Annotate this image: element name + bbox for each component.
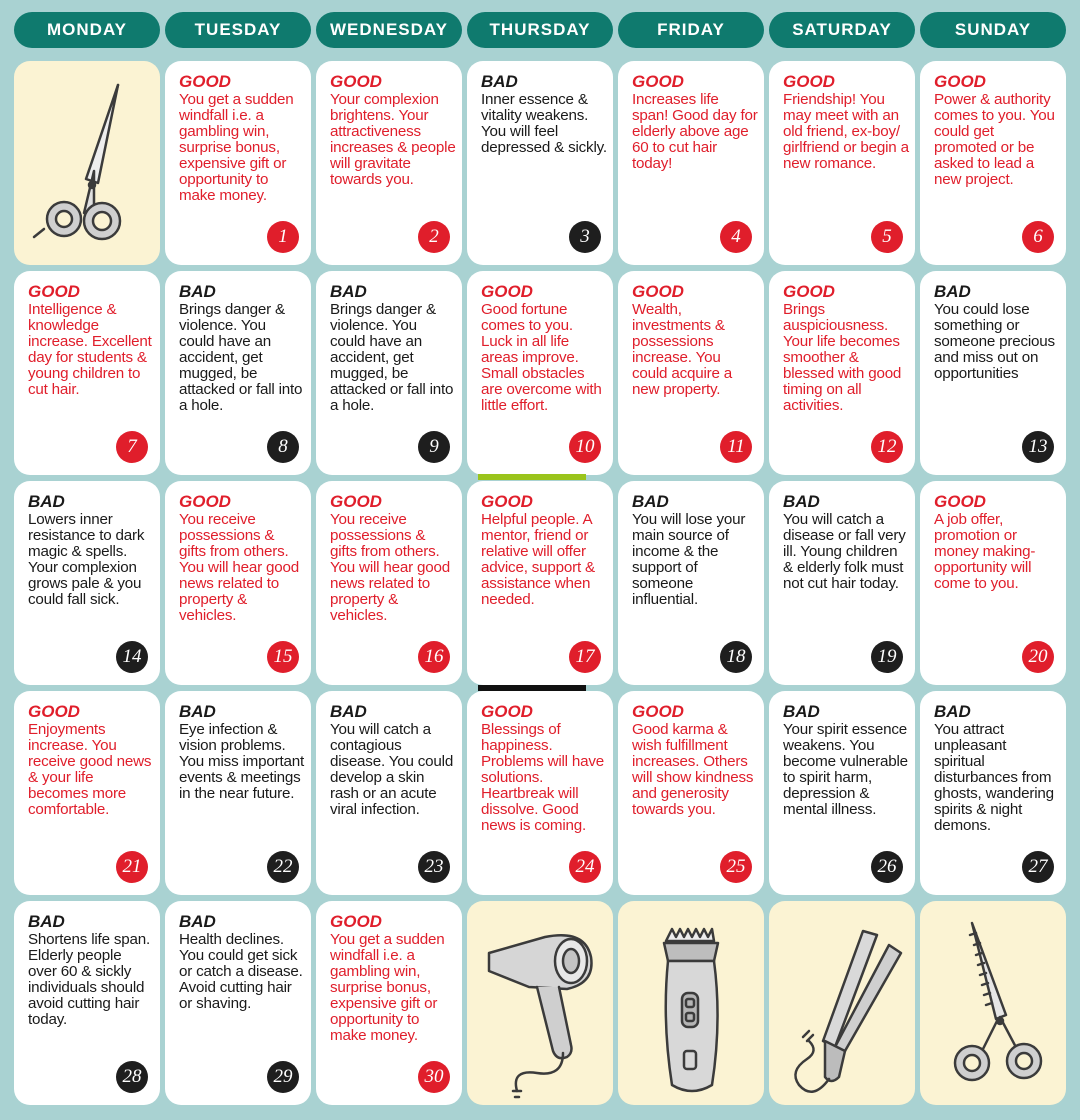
day-number-badge: 2 (418, 221, 450, 253)
day-description: You will lose your main source of income & the support of someone influential. (632, 511, 746, 608)
day-description: Lowers inner resistance to dark magic & spells. Your complexion grows pale & you could fall sick. (28, 511, 145, 608)
day-cell-12 (769, 271, 915, 475)
day-cell-10 (467, 271, 613, 475)
day-description: You attract unpleasant spiritual disturbances from ghosts, wandering spirits & night demons. (934, 721, 1054, 834)
day-cell-4 (618, 61, 764, 265)
day-description: Friendship! You may meet with an old friend, ex-boy/ girlfriend or begin a new romance. (783, 91, 909, 172)
good-label: GOOD (28, 282, 80, 301)
day-description: You could lose something or someone precious and miss out on opportunities (934, 301, 1055, 382)
day-cell-15 (165, 481, 311, 685)
day-cell-13 (920, 271, 1066, 475)
bad-label: BAD (330, 282, 367, 301)
bad-label: BAD (179, 912, 216, 931)
decoration-cell (920, 901, 1066, 1105)
day-header-tuesday: TUESDAY (165, 12, 311, 48)
decoration-cell (769, 901, 915, 1105)
day-number-badge: 23 (418, 851, 450, 883)
day-description: Wealth, investments & possessions increase. You could acquire a new property. (632, 301, 733, 398)
good-label: GOOD (330, 492, 382, 511)
day-number-badge: 22 (267, 851, 299, 883)
good-label: GOOD (783, 282, 835, 301)
bad-label: BAD (481, 72, 518, 91)
day-cell-27 (920, 691, 1066, 895)
day-description: Eye infection & vision problems. You miss important events & meetings in the near future. (179, 721, 304, 802)
day-cell-22 (165, 691, 311, 895)
day-description: Blessings of happiness. Problems will have solutions. Heartbreak will dissolve. Good news is coming. (481, 721, 605, 834)
day-description: Intelligence & knowledge increase. Excellent day for students & young children to cut hair. (28, 301, 152, 398)
day-description: Brings danger & violence. You could have an accident, get mugged, be attacked or fall into a hole. (330, 301, 454, 414)
day-description: A job offer, promotion or money making- opportunity will come to you. (934, 511, 1036, 592)
day-description: Brings auspiciousness. Your life becomes smoother & blessed with good timing on all activities. (783, 301, 902, 414)
good-label: GOOD (934, 72, 986, 91)
day-number-badge: 7 (116, 431, 148, 463)
day-description: Brings danger & violence. You could have an accident, get mugged, be attacked or fall into a hole. (179, 301, 303, 414)
day-cell-16 (316, 481, 462, 685)
day-cell-30 (316, 901, 462, 1105)
good-label: GOOD (783, 72, 835, 91)
good-label: GOOD (481, 492, 533, 511)
day-cell-18 (618, 481, 764, 685)
day-description: Good karma & wish fulfillment increases. Others will show kindness and generosity towards you. (632, 721, 754, 818)
day-description: Your complexion brightens. Your attractiveness increases & people will gravitate towards you. (330, 91, 456, 188)
day-cell-6 (920, 61, 1066, 265)
day-cell-26 (769, 691, 915, 895)
good-label: GOOD (632, 702, 684, 721)
day-number-badge: 9 (418, 431, 450, 463)
day-cell-3 (467, 61, 613, 265)
bad-label: BAD (330, 702, 367, 721)
bad-label: BAD (632, 492, 669, 511)
day-description: You will catch a contagious disease. You could develop a skin rash or an acute viral infection. (330, 721, 454, 818)
day-description: Shortens life span. Elderly people over 60 & sickly individuals should avoid cutting hair today. (28, 931, 150, 1028)
day-number-badge: 20 (1022, 641, 1054, 673)
good-label: GOOD (179, 72, 231, 91)
day-number-badge: 17 (569, 641, 601, 673)
bad-label: BAD (934, 702, 971, 721)
day-description: Good fortune comes to you. Luck in all life areas improve. Small obstacles are overcome with little effort. (481, 301, 602, 414)
day-number-badge: 13 (1022, 431, 1054, 463)
day-description: Your spirit essence weakens. You become vulnerable to spirit harm, depression & mental illness. (783, 721, 908, 818)
day-cell-8 (165, 271, 311, 475)
decoration-cell (467, 901, 613, 1105)
day-number-badge: 28 (116, 1061, 148, 1093)
good-label: GOOD (28, 702, 80, 721)
day-cell-20 (920, 481, 1066, 685)
bad-label: BAD (179, 282, 216, 301)
day-number-badge: 14 (116, 641, 148, 673)
day-number-badge: 3 (569, 221, 601, 253)
day-cell-19 (769, 481, 915, 685)
day-cell-24 (467, 691, 613, 895)
day-cell-7 (14, 271, 160, 475)
day-number-badge: 24 (569, 851, 601, 883)
day-cell-5 (769, 61, 915, 265)
day-description: Enjoyments increase. You receive good news & your life becomes more comfortable. (28, 721, 152, 818)
bad-label: BAD (934, 282, 971, 301)
good-label: GOOD (481, 702, 533, 721)
day-cell-1 (165, 61, 311, 265)
day-number-badge: 25 (720, 851, 752, 883)
good-label: GOOD (330, 912, 382, 931)
day-number-badge: 21 (116, 851, 148, 883)
day-header-saturday: SATURDAY (769, 12, 915, 48)
day-description: Helpful people. A mentor, friend or relative will offer advice, support & assistance when needed. (481, 511, 595, 608)
good-label: GOOD (934, 492, 986, 511)
day-number-badge: 16 (418, 641, 450, 673)
day-description: You receive possessions & gifts from others. You will hear good news related to property & vehicles. (179, 511, 299, 624)
day-cell-29 (165, 901, 311, 1105)
day-cell-28 (14, 901, 160, 1105)
day-cell-14 (14, 481, 160, 685)
bad-label: BAD (179, 702, 216, 721)
good-label: GOOD (481, 282, 533, 301)
good-label: GOOD (632, 72, 684, 91)
day-description: Inner essence & vitality weakens. You will feel depressed & sickly. (481, 91, 607, 156)
black-accent-line (478, 685, 586, 691)
day-cell-21 (14, 691, 160, 895)
day-number-badge: 18 (720, 641, 752, 673)
day-number-badge: 26 (871, 851, 903, 883)
bad-label: BAD (28, 912, 65, 931)
day-cell-25 (618, 691, 764, 895)
day-cell-2 (316, 61, 462, 265)
day-number-badge: 15 (267, 641, 299, 673)
day-header-monday: MONDAY (14, 12, 160, 48)
day-description: You get a sudden windfall i.e. a gambling win, surprise bonus, expensive gift or opportunity to make money. (330, 931, 445, 1044)
day-number-badge: 4 (720, 221, 752, 253)
day-header-friday: FRIDAY (618, 12, 764, 48)
day-number-badge: 27 (1022, 851, 1054, 883)
decoration-cell (618, 901, 764, 1105)
day-description: You will catch a disease or fall very ill. Young children & elderly folk must not cut hair today. (783, 511, 906, 592)
day-cell-9 (316, 271, 462, 475)
day-cell-11 (618, 271, 764, 475)
decoration-cell (14, 61, 160, 265)
day-cell-23 (316, 691, 462, 895)
day-number-badge: 10 (569, 431, 601, 463)
day-number-badge: 5 (871, 221, 903, 253)
day-header-sunday: SUNDAY (920, 12, 1066, 48)
day-number-badge: 29 (267, 1061, 299, 1093)
day-description: Increases life span! Good day for elderly above age 60 to cut hair today! (632, 91, 758, 172)
day-number-badge: 11 (720, 431, 752, 463)
good-label: GOOD (179, 492, 231, 511)
day-number-badge: 8 (267, 431, 299, 463)
bad-label: BAD (783, 492, 820, 511)
day-description: You get a sudden windfall i.e. a gambling win, surprise bonus, expensive gift or opportunity to make money. (179, 91, 294, 204)
day-number-badge: 6 (1022, 221, 1054, 253)
green-accent-line (478, 474, 586, 480)
day-description: Health declines. You could get sick or catch a disease. Avoid cutting hair or shaving. (179, 931, 303, 1012)
day-number-badge: 19 (871, 641, 903, 673)
day-description: You receive possessions & gifts from others. You will hear good news related to property & vehicles. (330, 511, 450, 624)
day-number-badge: 1 (267, 221, 299, 253)
day-description: Power & authority comes to you. You could get promoted or be asked to lead a new project. (934, 91, 1055, 188)
bad-label: BAD (783, 702, 820, 721)
bad-label: BAD (28, 492, 65, 511)
good-label: GOOD (632, 282, 684, 301)
day-header-wednesday: WEDNESDAY (316, 12, 462, 48)
day-number-badge: 12 (871, 431, 903, 463)
day-header-thursday: THURSDAY (467, 12, 613, 48)
day-cell-17 (467, 481, 613, 685)
good-label: GOOD (330, 72, 382, 91)
day-number-badge: 30 (418, 1061, 450, 1093)
